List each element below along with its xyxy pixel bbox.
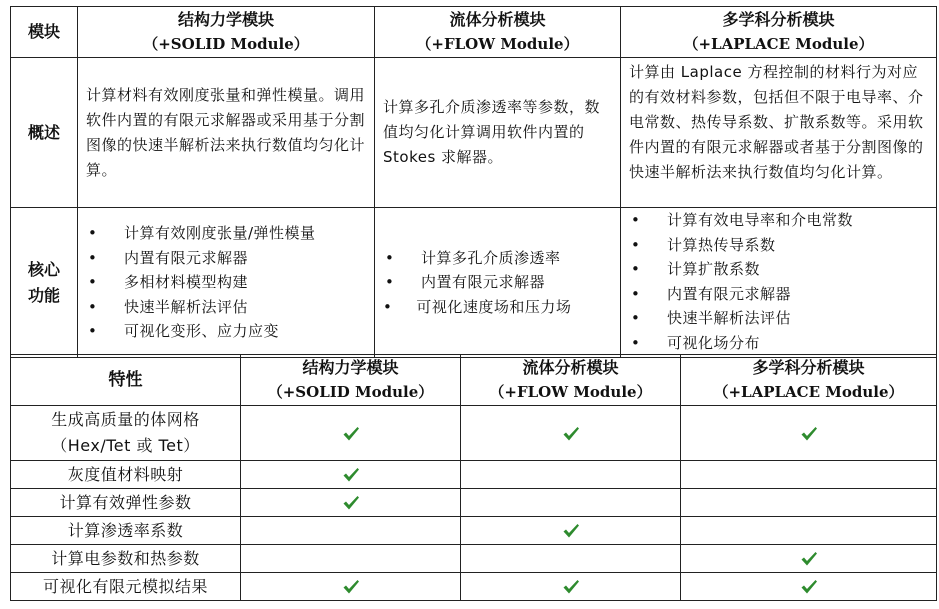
list-item: • 计算有效电导率和介电常数 [629,208,928,233]
check-cell [681,461,937,489]
feature-name: 计算有效弹性参数 [11,489,241,517]
check-mark-icon [562,578,580,596]
module-name: 结构力学模块 [302,358,399,377]
module-header-solid [78,7,375,58]
feature-name [11,406,241,461]
module-code: （+LAPLACE Module） [683,35,874,53]
check-cell [241,406,461,461]
overview-row [11,58,937,208]
module-code: （+LAPLACE Module） [713,383,904,401]
list-item: • 快速半解析法评估 [629,306,928,331]
check-mark-icon [800,425,818,443]
list-item: • 计算多孔介质渗透率 [383,246,612,271]
list-item: • 内置有限元求解器 [383,270,612,295]
feature-name: 可视化有限元模拟结果 [11,573,241,601]
list-item: • 快速半解析法评估 [86,295,366,320]
features-solid [78,208,375,358]
table-row [11,461,937,489]
features-label [11,208,78,358]
features-row [11,208,937,358]
corner-cell: 特性 [11,355,241,406]
check-cell [241,573,461,601]
feature-list [375,244,620,322]
feature-name-line: 生成高质量的体网格 [51,410,200,429]
overview-solid: 计算材料有效刚度张量和弹性模量。调用软件内置的有限元求解器或采用基于分割图像的快速半解析法来执行数值均匀化计算。 [78,58,375,208]
check-cell [461,489,681,517]
list-item: • 可视化速度场和压力场 [383,295,612,320]
module-name: 流体分析模块 [522,358,619,377]
feature-name: 灰度值材料映射 [11,461,241,489]
list-item: • 计算热传导系数 [629,233,928,258]
list-item: • 多相材料模型构建 [86,270,366,295]
module-name: 多学科分析模块 [752,358,865,377]
list-item: • 内置有限元求解器 [86,246,366,271]
check-cell [461,461,681,489]
check-cell [681,489,937,517]
check-cell [241,461,461,489]
module-header-laplace [681,355,937,406]
list-item: • 可视化场分布 [629,331,928,356]
check-mark-icon [562,522,580,540]
module-name: 流体分析模块 [449,10,546,29]
overview-label: 概述 [11,58,78,208]
feature-list [621,208,936,357]
features-laplace [621,208,937,358]
table-row [11,545,937,573]
list-item: • 内置有限元求解器 [629,282,928,307]
check-cell [681,517,937,545]
module-name: 多学科分析模块 [722,10,835,29]
check-mark-icon [342,494,360,512]
feature-name: 计算渗透率系数 [11,517,241,545]
check-cell [241,545,461,573]
module-overview-table [10,6,937,358]
check-cell [681,573,937,601]
check-mark-icon [342,466,360,484]
check-cell [461,406,681,461]
list-item: • 可视化变形、应力应变 [86,319,366,344]
module-header-flow [461,355,681,406]
check-mark-icon [342,425,360,443]
check-cell [461,573,681,601]
check-cell [461,545,681,573]
check-cell [241,489,461,517]
list-item: • 计算扩散系数 [629,257,928,282]
feature-list [78,219,374,346]
module-header-solid [241,355,461,406]
header-row [11,7,937,58]
table-row [11,573,937,601]
feature-name-line: （Hex/Tet 或 Tet） [51,436,200,455]
module-code: （+FLOW Module） [489,383,652,401]
features-label-text: 核心功能 [27,259,60,305]
overview-laplace: 计算由 Laplace 方程控制的材料行为对应的有效材料参数，包括但不限于电导率、介电常数、热传导系数、扩散系数等。采用软件内置的有限元求解器或者基于分割图像的快速半解析法来执行数值均匀化计算。 [621,58,937,208]
table-row [11,489,937,517]
check-cell [681,545,937,573]
module-header-laplace [621,7,937,58]
module-code: （+FLOW Module） [416,35,579,53]
module-code: （+SOLID Module） [267,383,434,401]
module-code: （+SOLID Module） [143,35,309,53]
check-mark-icon [800,578,818,596]
check-cell [461,517,681,545]
list-item: • 计算有效刚度张量/弹性模量 [86,221,366,246]
module-name: 结构力学模块 [177,10,274,29]
feature-name: 计算电参数和热参数 [11,545,241,573]
check-mark-icon [562,425,580,443]
check-cell [681,406,937,461]
feature-comparison-table [10,354,937,601]
check-mark-icon [342,578,360,596]
overview-flow: 计算多孔介质渗透率等参数，数值均匀化计算调用软件内置的 Stokes 求解器。 [375,58,621,208]
module-header-flow [375,7,621,58]
check-cell [241,517,461,545]
features-flow [375,208,621,358]
table-row [11,406,937,461]
table-row [11,517,937,545]
corner-cell: 模块 [11,7,78,58]
header-row [11,355,937,406]
check-mark-icon [800,550,818,568]
